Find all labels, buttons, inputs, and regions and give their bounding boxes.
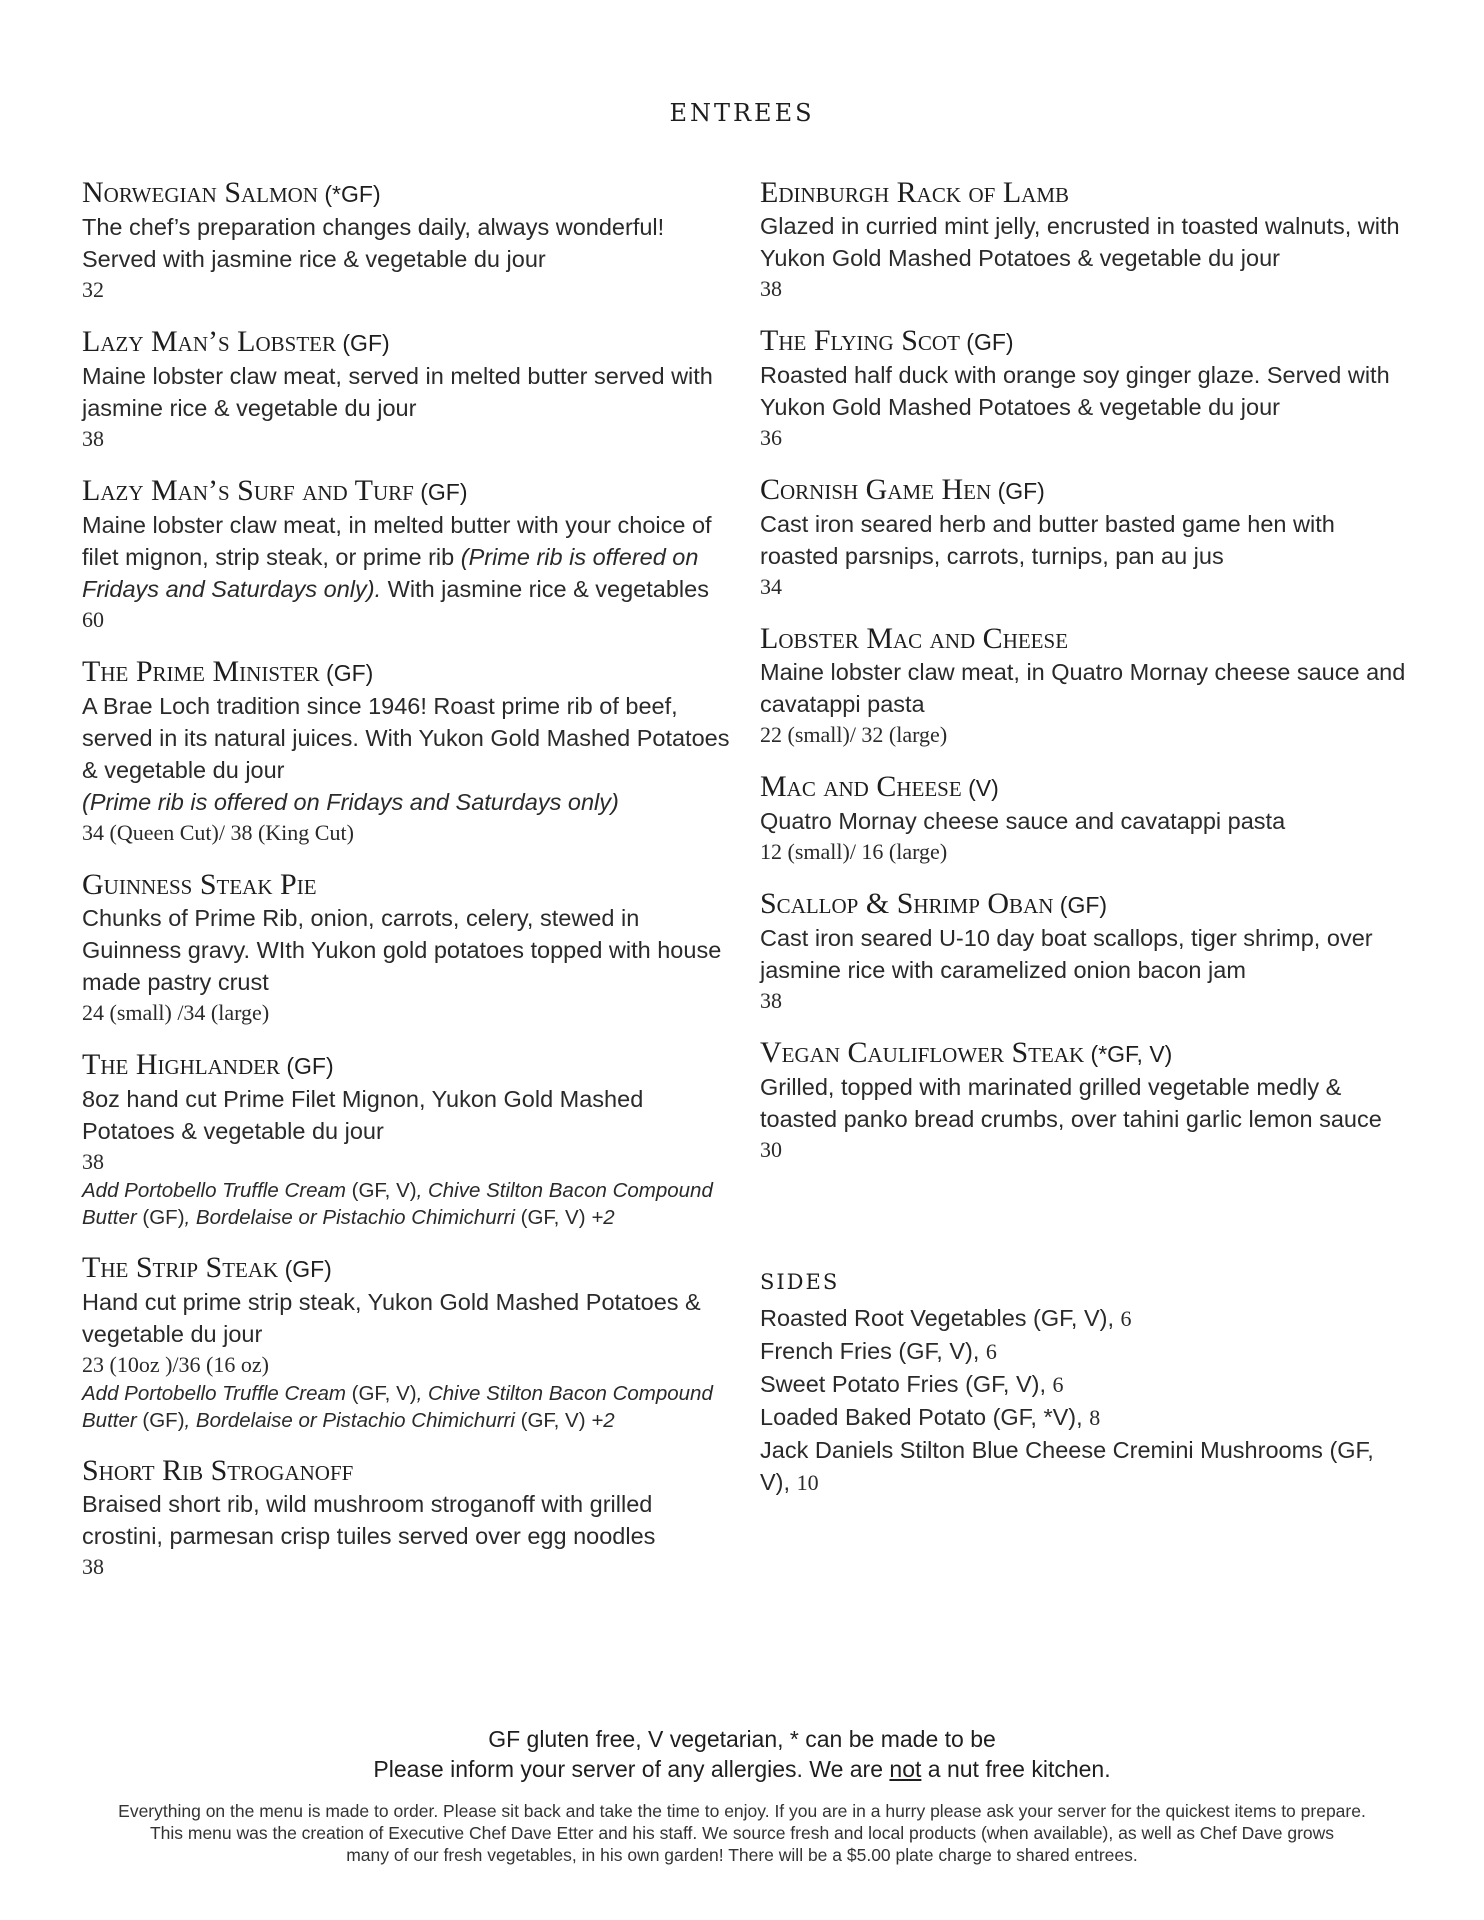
side-price: 8 xyxy=(1089,1405,1101,1430)
item-title: Lazy Man’s Surf and Turf xyxy=(82,474,414,507)
item-name xyxy=(82,1251,732,1286)
item-note: (Prime rib is offered on Fridays and Saturdays only) xyxy=(82,789,619,815)
description-text: Cast iron seared U-10 day boat scallops, tiger shrimp, over jasmine rice with caramelized onion bacon jam xyxy=(760,925,1373,983)
page-title: entrees xyxy=(669,90,815,130)
side-item xyxy=(760,1335,1410,1368)
dietary-tag: (V) xyxy=(961,775,999,801)
menu-item-the-highlander xyxy=(82,1048,732,1231)
item-description xyxy=(82,690,732,786)
side-price: 6 xyxy=(985,1339,997,1364)
item-description xyxy=(760,656,1410,720)
description-text: Braised short rib, wild mushroom stroganoff with grilled crostini, parmesan crisp tuiles served over egg noodles xyxy=(82,1491,656,1549)
side-item xyxy=(760,1368,1410,1401)
addon-text: (GF, V) xyxy=(345,1382,417,1405)
item-title: The Prime Minister xyxy=(82,655,320,688)
item-price: 38 xyxy=(82,1149,104,1174)
description-text: Hand cut prime strip steak, Yukon Gold Mashed Potatoes & vegetable du jour xyxy=(82,1289,701,1347)
side-label: Sweet Potato Fries (GF, V), xyxy=(760,1371,1053,1397)
item-description xyxy=(760,508,1410,572)
addon-text: , Bordelaise or Pistachio Chimichurri xyxy=(184,1206,515,1229)
entrees-left-column xyxy=(82,176,732,1602)
item-title: Guinness Steak Pie xyxy=(82,868,317,901)
item-price: 36 xyxy=(760,425,782,450)
item-description xyxy=(760,922,1410,986)
addon-text: (GF) xyxy=(136,1409,185,1432)
item-title: Cornish Game Hen xyxy=(760,473,992,506)
dietary-tag: (*GF, V) xyxy=(1084,1041,1173,1067)
side-label: Jack Daniels Stilton Blue Cheese Cremini Mushrooms (GF, V), xyxy=(760,1437,1374,1495)
item-description xyxy=(82,360,732,424)
side-label: Roasted Root Vegetables (GF, V), xyxy=(760,1305,1121,1331)
addon-text: (GF, V) xyxy=(514,1206,592,1229)
item-price: 23 (10oz )/36 (16 oz) xyxy=(82,1352,269,1377)
item-name xyxy=(82,176,732,211)
item-price: 34 xyxy=(760,574,782,599)
description-text: Cast iron seared herb and butter basted game hen with roasted parsnips, carrots, turnips, pan au jus xyxy=(760,511,1335,569)
item-title: Vegan Cauliflower Steak xyxy=(760,1036,1085,1069)
entrees-right-column xyxy=(760,176,1410,1185)
menu-item-lazy-mans-surf-and-turf xyxy=(82,474,732,635)
item-price: 38 xyxy=(82,1554,104,1579)
addon-text: , Chive Stilton Bacon Compound Butter xyxy=(82,1179,713,1229)
menu-disclaimer xyxy=(60,1800,1424,1866)
menu-item-lobster-mac-and-cheese xyxy=(760,622,1410,750)
item-title: Lobster Mac and Cheese xyxy=(760,622,1069,655)
allergy-text-end: a nut free kitchen. xyxy=(921,1756,1111,1782)
description-text: A Brae Loch tradition since 1946! Roast prime rib of beef, served in its natural juices. With Yukon Gold Mashed Potatoes & vegetable du jour xyxy=(82,693,730,783)
item-addon xyxy=(82,1177,732,1231)
menu-item-the-strip-steak xyxy=(82,1251,732,1434)
item-description xyxy=(82,1286,732,1350)
disclaimer-line: This menu was the creation of Executive Chef Dave Etter and his staff. We source fresh and local products (when available), as well as Chef Dave grows xyxy=(149,1823,1335,1843)
side-label: French Fries (GF, V), xyxy=(760,1338,986,1364)
allergy-emphasis: not xyxy=(889,1756,922,1782)
description-text: (Prime rib is offered on Fridays and Saturdays only). xyxy=(82,544,699,602)
item-title: The Flying Scot xyxy=(760,324,960,357)
side-price: 6 xyxy=(1052,1372,1064,1397)
menu-item-edinburgh-rack-of-lamb xyxy=(760,176,1410,304)
item-name xyxy=(760,324,1410,359)
item-name xyxy=(82,1048,732,1083)
description-text: Chunks of Prime Rib, onion, carrots, celery, stewed in Guinness gravy. WIth Yukon gold potatoes topped with house made pastry crust xyxy=(82,905,722,995)
item-name xyxy=(82,1454,732,1488)
menu-item-lazy-mans-lobster xyxy=(82,325,732,454)
item-price: 60 xyxy=(82,607,104,632)
addon-text: (GF, V) xyxy=(345,1179,417,1202)
menu-item-cornish-game-hen xyxy=(760,473,1410,602)
description-text: Maine lobster claw meat, served in melted butter served with jasmine rice & vegetable du jour xyxy=(82,363,713,421)
dietary-tag: (GF) xyxy=(1053,892,1108,918)
item-name xyxy=(760,887,1410,922)
description-text: The chef’s preparation changes daily, always wonderful! Served with jasmine rice & vegetable du jour xyxy=(82,214,665,272)
description-text: Quatro Mornay cheese sauce and cavatappi pasta xyxy=(760,808,1286,834)
addon-text: +2 xyxy=(591,1206,615,1229)
item-description xyxy=(82,1488,732,1552)
dietary-tag: (*GF) xyxy=(318,181,381,207)
disclaimer-line: many of our fresh vegetables, in his own garden! There will be a $5.00 plate charge to shared entrees. xyxy=(346,1845,1138,1865)
addon-text: , Chive Stilton Bacon Compound Butter xyxy=(82,1382,713,1432)
allergy-text: Please inform your server of any allergies. We are xyxy=(373,1756,890,1782)
item-title: Lazy Man’s Lobster xyxy=(82,325,336,358)
menu-item-norwegian-salmon xyxy=(82,176,732,305)
item-description xyxy=(760,1071,1410,1135)
disclaimer-line: Everything on the menu is made to order. Please sit back and take the time to enjoy. If you are in a hurry please ask your server for the quickest items to prepare. xyxy=(118,1801,1366,1821)
side-price: 6 xyxy=(1120,1306,1132,1331)
allergy-notice xyxy=(0,1754,1484,1784)
dietary-legend xyxy=(0,1724,1484,1784)
item-price: 38 xyxy=(760,276,782,301)
item-name xyxy=(760,473,1410,508)
item-price: 34 (Queen Cut)/ 38 (King Cut) xyxy=(82,820,354,845)
item-name xyxy=(82,868,732,902)
item-name xyxy=(760,1036,1410,1071)
item-price: 38 xyxy=(82,426,104,451)
item-description xyxy=(82,509,732,605)
item-addon xyxy=(82,1380,732,1434)
side-label: Loaded Baked Potato (GF, *V), xyxy=(760,1404,1090,1430)
side-item xyxy=(760,1302,1410,1335)
item-name xyxy=(82,655,732,690)
description-text: 8oz hand cut Prime Filet Mignon, Yukon Gold Mashed Potatoes & vegetable du jour xyxy=(82,1086,644,1144)
sides-list xyxy=(760,1302,1410,1499)
addon-text: Add Portobello Truffle Cream xyxy=(82,1382,346,1405)
menu-item-vegan-cauliflower-steak xyxy=(760,1036,1410,1165)
item-title: Scallop & Shrimp Oban xyxy=(760,887,1054,920)
item-price: 12 (small)/ 16 (large) xyxy=(760,839,948,864)
item-title: Norwegian Salmon xyxy=(82,176,318,209)
item-name xyxy=(760,770,1410,805)
dietary-tag: (GF) xyxy=(278,1256,332,1282)
item-name xyxy=(760,176,1410,210)
addon-text: +2 xyxy=(591,1409,615,1432)
sides-heading: sides xyxy=(760,1262,840,1297)
addon-text: (GF) xyxy=(136,1206,185,1229)
side-item xyxy=(760,1434,1410,1499)
item-price: 30 xyxy=(760,1137,782,1162)
description-text: Glazed in curried mint jelly, encrusted in toasted walnuts, with Yukon Gold Mashed Potatoes & vegetable du jour xyxy=(760,213,1400,271)
item-name xyxy=(82,325,732,360)
item-description xyxy=(82,902,732,998)
addon-text: Add Portobello Truffle Cream xyxy=(82,1179,346,1202)
description-text: Grilled, topped with marinated grilled vegetable medly & toasted panko bread crumbs, over tahini garlic lemon sauce xyxy=(760,1074,1382,1132)
description-text: Maine lobster claw meat, in melted butter with your choice of filet mignon, strip steak, or prime rib xyxy=(82,512,712,570)
menu-item-the-flying-scot xyxy=(760,324,1410,453)
item-name xyxy=(760,622,1410,656)
item-price: 38 xyxy=(760,988,782,1013)
item-title: Edinburgh Rack of Lamb xyxy=(760,176,1070,209)
item-description xyxy=(82,1083,732,1147)
menu-item-mac-and-cheese xyxy=(760,770,1410,867)
item-price: 24 (small) /34 (large) xyxy=(82,1000,270,1025)
dietary-tag: (GF) xyxy=(991,478,1045,504)
item-title: The Highlander xyxy=(82,1048,280,1081)
side-item xyxy=(760,1401,1410,1434)
menu-item-guinness-steak-pie xyxy=(82,868,732,1028)
description-text: Maine lobster claw meat, in Quatro Mornay cheese sauce and cavatappi pasta xyxy=(760,659,1406,717)
dietary-tag: (GF) xyxy=(336,330,390,356)
description-text: Roasted half duck with orange soy ginger glaze. Served with Yukon Gold Mashed Potatoes & vegetable du jour xyxy=(760,362,1390,420)
item-description xyxy=(760,210,1410,274)
item-title: Mac and Cheese xyxy=(760,770,962,803)
dietary-tag: (GF) xyxy=(279,1053,334,1079)
addon-text: , Bordelaise or Pistachio Chimichurri xyxy=(184,1409,515,1432)
description-text: With jasmine rice & vegetables xyxy=(381,576,709,602)
addon-text: (GF, V) xyxy=(514,1409,592,1432)
item-description xyxy=(760,805,1410,837)
item-title: Short Rib Stroganoff xyxy=(82,1454,354,1487)
item-description xyxy=(760,359,1410,423)
menu-item-scallop-and-shrimp-oban xyxy=(760,887,1410,1016)
item-description xyxy=(82,211,732,275)
menu-item-the-prime-minister xyxy=(82,655,732,848)
menu-item-short-rib-stroganoff xyxy=(82,1454,732,1582)
side-price: 10 xyxy=(796,1470,819,1495)
dietary-tag: (GF) xyxy=(959,329,1014,355)
dietary-tag: (GF) xyxy=(413,479,468,505)
dietary-tag: (GF) xyxy=(319,660,374,686)
item-title: The Strip Steak xyxy=(82,1251,279,1284)
item-name xyxy=(82,474,732,509)
item-price: 22 (small)/ 32 (large) xyxy=(760,722,948,747)
item-price: 32 xyxy=(82,277,104,302)
legend-line: GF gluten free, V vegetarian, * can be made to be xyxy=(488,1726,996,1752)
